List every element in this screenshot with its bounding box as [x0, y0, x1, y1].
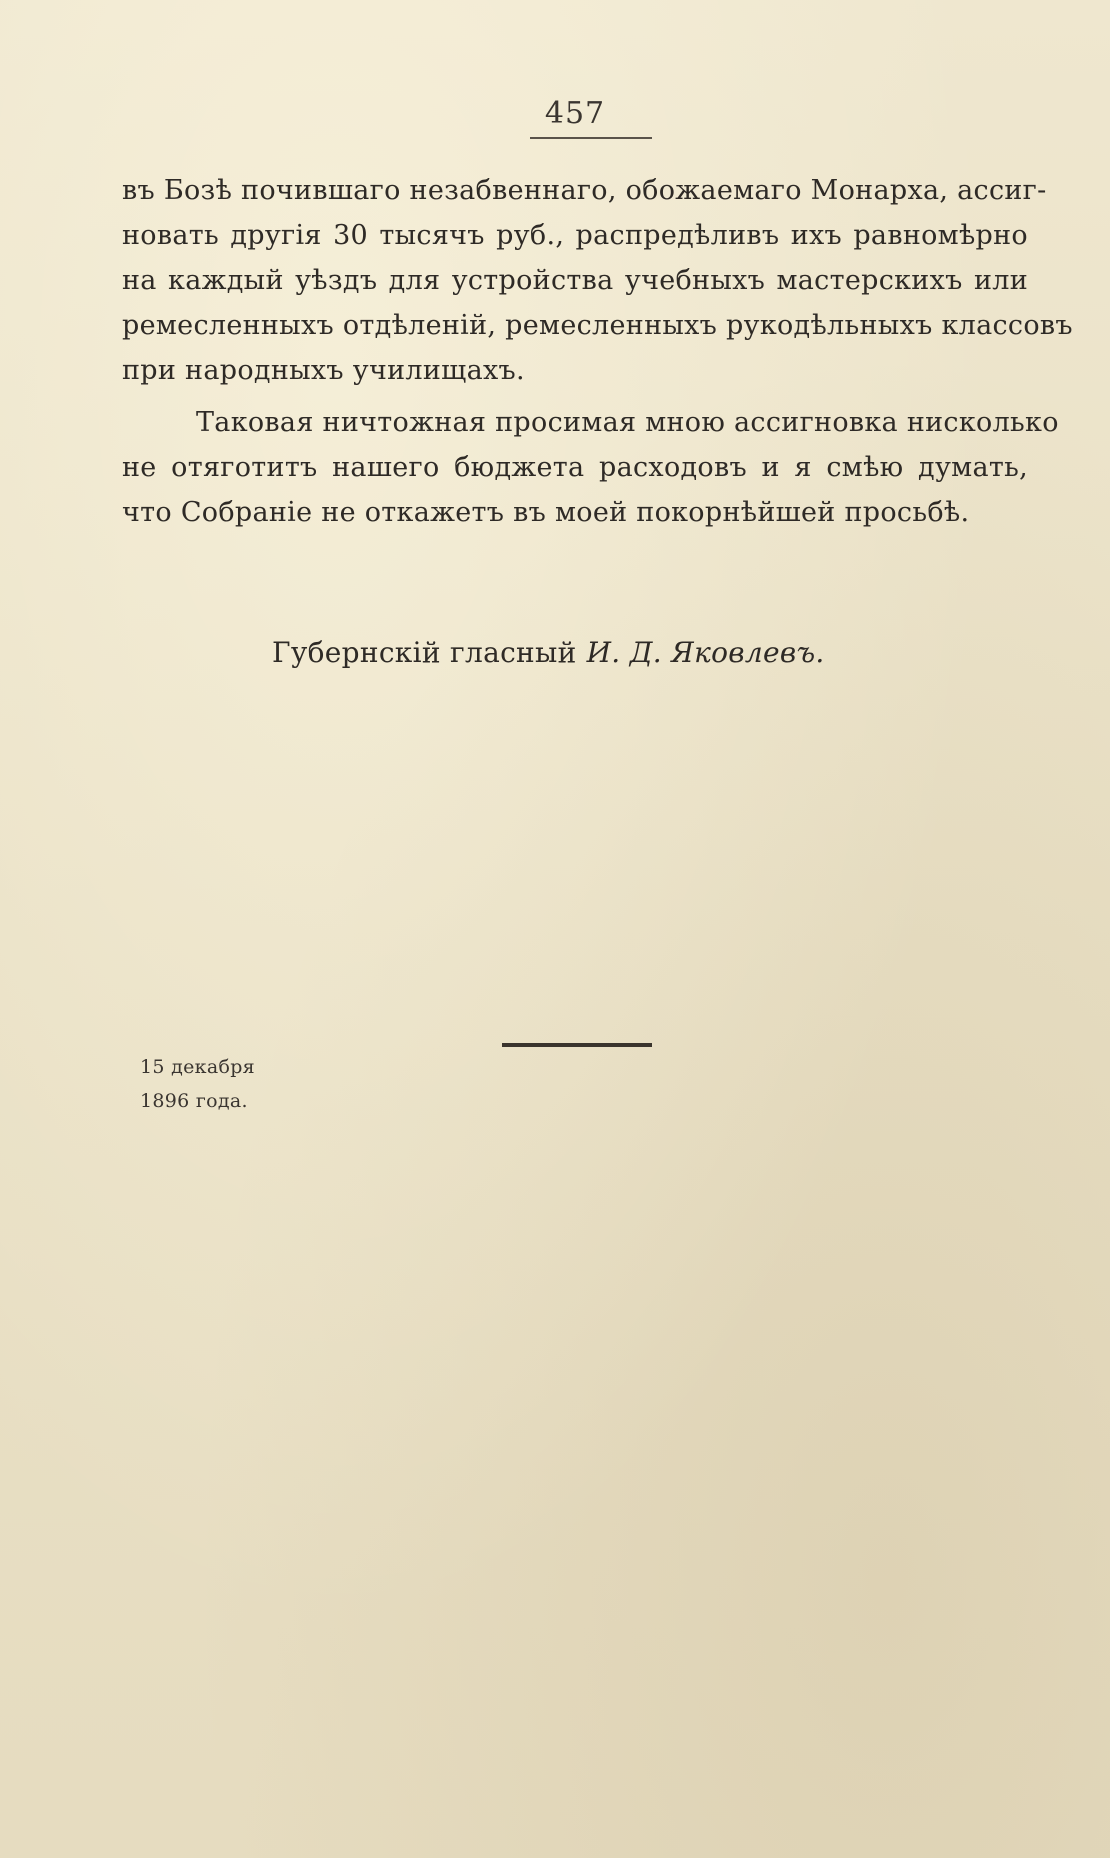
paragraph-2 [122, 400, 1059, 535]
date-year: 1896 года. [140, 1090, 248, 1112]
signature-name: И. Д. Яковлевъ. [586, 636, 825, 669]
paragraph-line: въ Бозѣ почившаго незабвеннаго, обожаемаго Монарха, ассиг- [122, 175, 1047, 206]
page-number-rule [530, 137, 652, 139]
paragraph-1 [122, 168, 1073, 393]
date-day-month: 15 декабря [140, 1056, 255, 1078]
paragraph-line: при народныхъ училищахъ. [122, 355, 525, 386]
paragraph-line: Таковая ничтожная просимая мною ассигновка нисколько [196, 407, 1059, 438]
paragraph-line: новать другія 30 тысячъ руб., распредѣливъ ихъ равномѣрно [122, 220, 1028, 251]
signature-title: Губернскій гласный [272, 636, 577, 669]
signature-line [272, 636, 825, 669]
paragraph-line: на каждый уѣздъ для устройства учебныхъ мастерскихъ или [122, 265, 1028, 296]
paragraph-line: что Собраніе не откажетъ въ моей покорнѣйшей просьбѣ. [122, 497, 970, 528]
end-rule [502, 1043, 652, 1047]
paragraph-line: ремесленныхъ отдѣленій, ремесленныхъ рукодѣльныхъ классовъ [122, 310, 1073, 341]
page-number: 457 [544, 96, 606, 131]
paragraph-line: не отяготитъ нашего бюджета расходовъ и я смѣю думать, [122, 452, 1028, 483]
